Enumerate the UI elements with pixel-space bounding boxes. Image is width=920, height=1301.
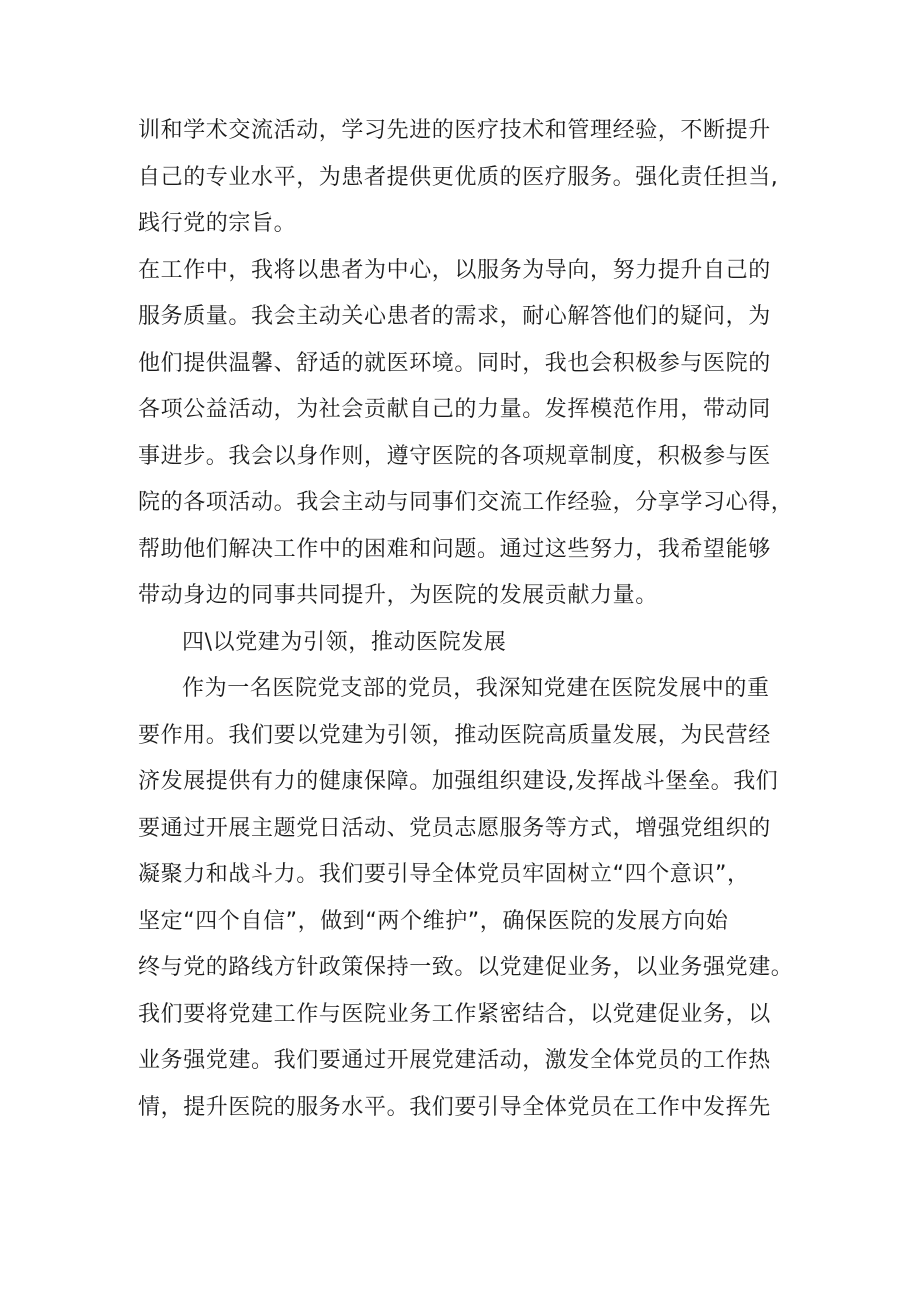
text-line: 要通过开展主题党日活动、党员志愿服务等方式，增强党组织的 <box>138 815 771 841</box>
text-line: 院的各项活动。我会主动与同事们交流工作经验，分享学习心得， <box>138 490 794 515</box>
section-heading: 四\以党建为引领，推动医院发展 <box>182 629 507 655</box>
text-line: 他们提供温馨、舒适的就医环境。同时，我也会积极参与医院的 <box>138 350 771 376</box>
text-line: 带动身边的同事共同提升，为医院的发展贡献力量。 <box>138 583 658 608</box>
text-line: 我们要将党建工作与医院业务工作紧密结合，以党建促业务，以 <box>138 1001 771 1027</box>
text-line: 业务强党建。我们要通过开展党建活动，激发全体党员的工作热 <box>138 1048 771 1073</box>
text-line: 训和学术交流活动，学习先进的医疗技术和管理经验，不断提升 <box>138 118 771 143</box>
paragraph-start-line: 作为一名医院党支部的党员，我深知党建在医院发展中的重 <box>182 676 770 701</box>
text-line: 济发展提供有力的健康保障。加强组织建设,发挥战斗堡垒。我们 <box>138 769 779 794</box>
text-line: 凝聚力和战斗力。我们要引导全体党员牢固树立“四个意识”， <box>138 862 750 887</box>
text-line: 帮助他们解决工作中的困难和问题。通过这些努力，我希望能够 <box>138 536 771 562</box>
text-line: 践行党的宗旨。 <box>138 211 297 236</box>
text-line: 自己的专业水平，为患者提供更优质的医疗服务。强化责任担当, <box>138 164 779 190</box>
text-line: 服务质量。我会主动关心患者的需求，耐心解答他们的疑问，为 <box>138 304 771 329</box>
document-body <box>138 108 798 1131</box>
text-line: 终与党的路线方针政策保持一致。以党建促业务，以业务强党建。 <box>138 955 794 980</box>
text-line: 事进步。我会以身作则，遵守医院的各项规章制度，积极参与医 <box>138 443 771 469</box>
text-line: 坚定“四个自信”，做到“两个维护”，确保医院的发展方向始 <box>138 908 729 934</box>
paragraph-start-line: 在工作中，我将以患者为中心，以服务为导向，努力提升自己的 <box>138 257 771 283</box>
text-line: 要作用。我们要以党建为引领，推动医院高质量发展，为民营经 <box>138 722 771 748</box>
text-line: 各项公益活动，为社会贡献自己的力量。发挥模范作用，带动同 <box>138 397 771 422</box>
text-line: 情，提升医院的服务水平。我们要引导全体党员在工作中发挥先 <box>138 1094 771 1120</box>
